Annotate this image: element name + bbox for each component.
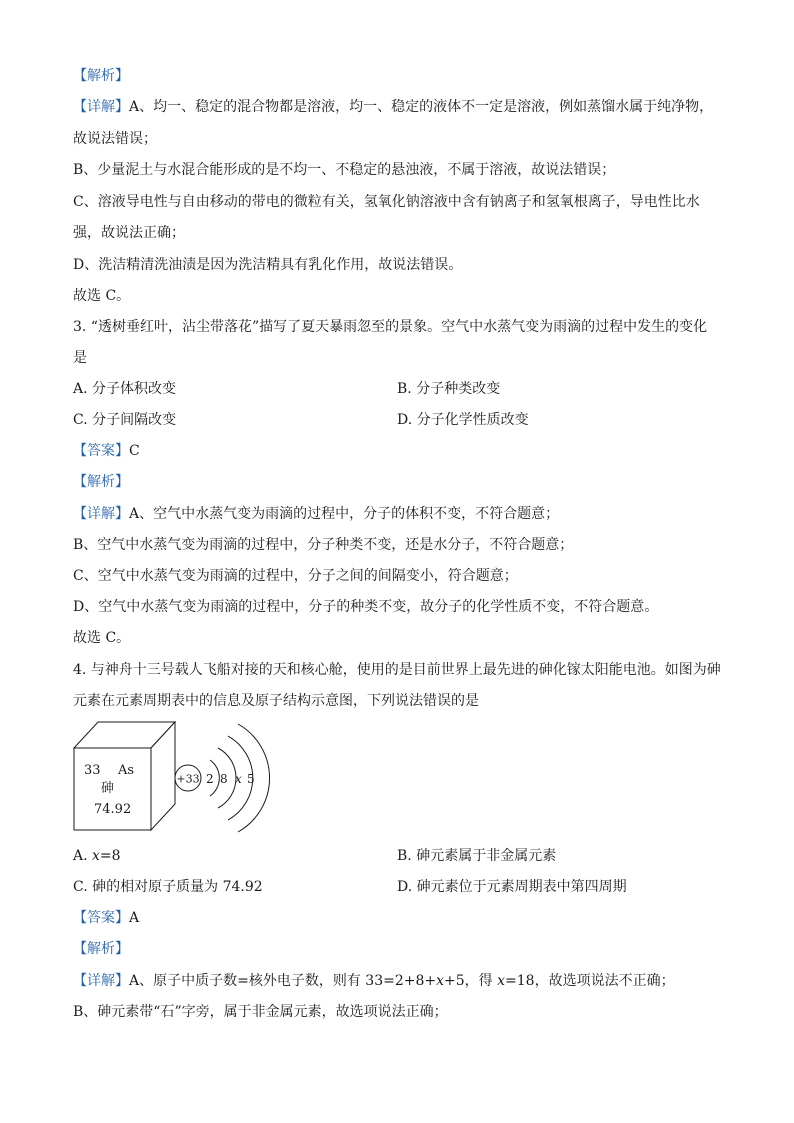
q3-option-c: C. 分子间隔改变 — [73, 412, 177, 428]
q4-answer: 【答案】A — [73, 910, 140, 926]
q2-detail-line-2: 故说法错误； — [73, 131, 157, 147]
element-symbol: As — [118, 763, 135, 778]
shell-3-electrons: x — [235, 772, 242, 786]
q2-detail-line-6: D、洗洁精清洗油渍是因为洗洁精具有乳化作用，故说法错误。 — [73, 257, 463, 273]
q2-choose: 故选 C。 — [73, 288, 131, 304]
atomic-number: 33 — [84, 763, 101, 778]
q3-analysis-label: 【解析】 — [73, 474, 129, 490]
q3-detail-line-4: D、空气中水蒸气变为雨滴的过程中，分子的种类不变，故分子的化学性质不变，不符合题意。 — [73, 599, 659, 615]
q3-stem-line-2: 是 — [73, 350, 87, 366]
q2-detail-line-3: B、少量泥土与水混合能形成的是不均一、不稳定的悬浊液，不属于溶液，故说法错误； — [73, 162, 616, 178]
atom-structure — [175, 724, 270, 832]
q2-detail-line-4: C、溶液导电性与自由移动的带电的微粒有关，氢氧化钠溶液中含有钠离子和氢氧根离子，导电性比水 — [73, 194, 700, 210]
q4-option-c: C. 砷的相对原子质量为 74.92 — [73, 879, 263, 895]
q3-detail-line-2: B、空气中水蒸气变为雨滴的过程中，分子种类不变，还是水分子，不符合题意； — [73, 537, 574, 553]
atomic-mass: 74.92 — [94, 802, 132, 817]
q3-option-b: B. 分子种类改变 — [397, 381, 501, 397]
q3-detail-line-3: C、空气中水蒸气变为雨滴的过程中，分子之间的间隔变小，符合题意； — [73, 568, 518, 584]
q3-stem-line-1: 3. “透树垂红叶，沾尘带落花”描写了夏天暴雨忽至的景象。空气中水蒸气变为雨滴的过程中发生的变化 — [73, 319, 708, 335]
element-name: 砷 — [101, 781, 115, 796]
q4-option-a: A. x=8 — [73, 848, 121, 864]
q4-option-b: B. 砷元素属于非金属元素 — [397, 848, 557, 864]
shell-1-electrons: 2 — [206, 772, 214, 786]
q3-option-d: D. 分子化学性质改变 — [397, 412, 529, 428]
q4-detail-line-2: B、砷元素带“石”字旁，属于非金属元素，故选项说法正确； — [73, 1004, 448, 1020]
q4-detail-line-1: 【详解】A、原子中质子数=核外电子数，则有 33=2+8+x+5，得 x=18，故选项说法不正确； — [73, 973, 675, 989]
q3-detail-line-1: 【详解】A、空气中水蒸气变为雨滴的过程中，分子的体积不变，不符合题意； — [73, 506, 560, 522]
shell-2-electrons: 8 — [220, 772, 228, 786]
q3-choose: 故选 C。 — [73, 630, 131, 646]
arsenic-figure — [70, 718, 270, 833]
q2-detail-line-5: 强，故说法正确； — [73, 225, 185, 241]
q2-detail-line-1: 【详解】A、均一、稳定的混合物都是溶液，均一、稳定的液体不一定是溶液，例如蒸馏水属于纯净物， — [73, 99, 714, 115]
q3-option-a: A. 分子体积改变 — [73, 381, 177, 397]
nucleus-charge: +33 — [176, 772, 200, 786]
shell-4-electrons: 5 — [247, 772, 255, 786]
q4-stem-line-2: 元素在元素周期表中的信息及原子结构示意图，下列说法错误的是 — [73, 693, 479, 709]
q4-option-d: D. 砷元素位于元素周期表中第四周期 — [397, 879, 627, 895]
q3-answer: 【答案】C — [73, 443, 140, 459]
q4-stem-line-1: 4. 与神舟十三号载人飞船对接的天和核心舱，使用的是目前世界上最先进的砷化镓太阳能电池。如图为砷 — [73, 662, 721, 678]
q4-analysis-label: 【解析】 — [73, 941, 129, 957]
q2-analysis-label: 【解析】 — [73, 68, 129, 84]
